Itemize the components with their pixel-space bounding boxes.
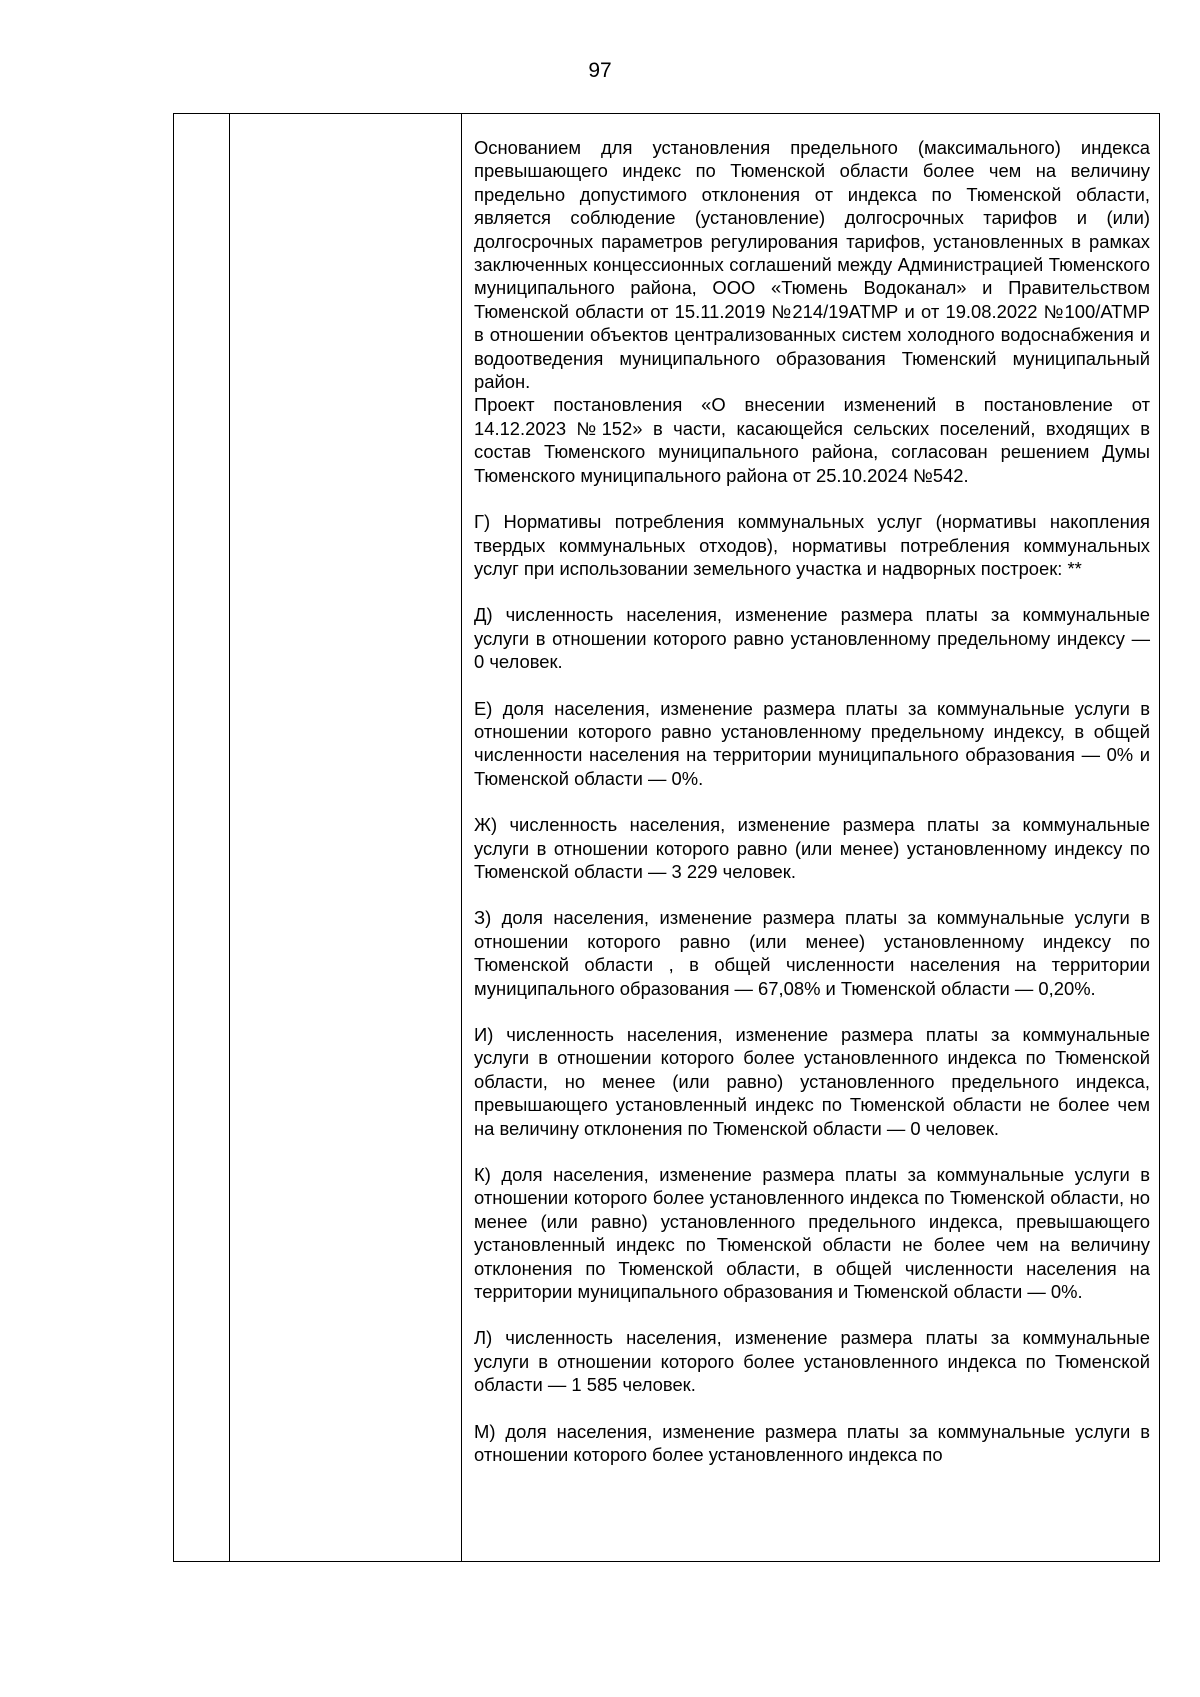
paragraph-g: Г) Нормативы потребления коммунальных услуг (нормативы накопления твердых коммунальных отходов), нормативы потребления коммунальных услуг при использовании земельного участка и надворных построек: ** (474, 511, 1150, 579)
table-cell-content (474, 136, 1150, 1467)
paragraph-d: Д) численность населения, изменение размера платы за коммунальные услуги в отношении которого равно установленному предельному индексу — 0 человек. (474, 604, 1150, 673)
document-table (173, 113, 1160, 1562)
column-divider-1 (229, 114, 230, 1561)
column-divider-2 (461, 114, 462, 1561)
paragraph-resolution-project: Проект постановления «О внесении изменений в постановление от 14.12.2023 №152» в части, касающейся сельских поселений, входящих в состав Тюменского муниципального района, согласован решением Думы Тюменского муниципального района от 25.10.2024 №542. (474, 394, 1150, 486)
paragraph-i: И) численность населения, изменение размера платы за коммунальные услуги в отношении которого более установленного индекса по Тюменской области, но менее (или равно) установленного предельного индекса, превышающего установленный индекс по Тюменской области не более чем на величину отклонения по Тюменской области — 0 человек. (474, 1024, 1150, 1139)
paragraph-zh: Ж) численность населения, изменение размера платы за коммунальные услуги в отношении которого равно (или менее) установленному индексу по Тюменской области — 3 229 человек. (474, 814, 1150, 882)
paragraph-z: З) доля населения, изменение размера платы за коммунальные услуги в отношении которого равно (или менее) установленному индексу по Тюменской области , в общей численности населения на территории муниципального образования — 67,08% и Тюменской области — 0,20%. (474, 907, 1150, 999)
paragraph-e: Е) доля населения, изменение размера платы за коммунальные услуги в отношении которого равно установленному предельному индексу, в общей численности населения на территории муниципального образования — 0% и Тюменской области — 0%. (474, 697, 1150, 789)
paragraph-basis: Основанием для установления предельного (максимального) индекса превышающего индекс по Тюменской области более чем на величину предельно допустимого отклонения от индекса по Тюменской области, является соблюдение (установление) долгосрочных тарифов и (или) долгосрочных параметров регулирования тарифов, установленных в рамках заключенных концессионных соглашений между Администрацией Тюменского муниципального района, ООО «Тюмень Водоканал» и Правительством Тюменской области от 15.11.2019 №214/19АТМР и от 19.08.2022 №100/АТМР в отношении объектов централизованных систем холодного водоснабжения и водоотведения муниципального образования Тюменский муниципальный район. (474, 137, 1150, 393)
paragraph-k: К) доля населения, изменение размера платы за коммунальные услуги в отношении которого более установленного индекса по Тюменской области, но менее (или равно) установленного предельного индекса, превышающего установленный индекс по Тюменской области не более чем на величину отклонения по Тюменской области, в общей численности населения на территории муниципального образования и Тюменской области — 0%. (474, 1164, 1150, 1303)
page-number: 97 (588, 59, 612, 82)
paragraph-m: М) доля населения, изменение размера платы за коммунальные услуги в отношении которого более установленного индекса по (474, 1420, 1150, 1466)
paragraph-l: Л) численность населения, изменение размера платы за коммунальные услуги в отношении которого более установленного индекса по Тюменской области — 1 585 человек. (474, 1327, 1150, 1396)
